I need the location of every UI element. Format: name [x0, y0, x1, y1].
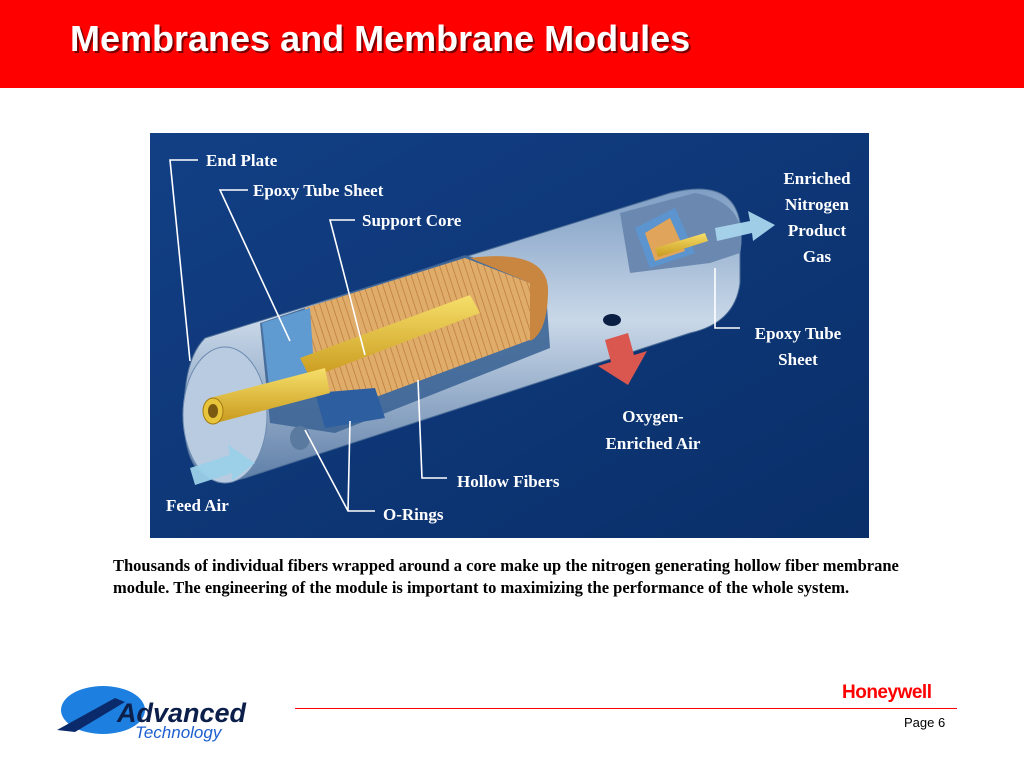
- logo-line1: Advanced: [117, 698, 247, 728]
- logo-line2: Technology: [135, 723, 222, 742]
- membrane-module-diagram: [150, 133, 869, 538]
- slide-title: Membranes and Membrane Modules: [70, 18, 691, 59]
- label-hollow-fibers: Hollow Fibers: [457, 472, 560, 491]
- label-epoxy-right-line1: Epoxy Tube: [754, 324, 842, 343]
- honeywell-brand: Honeywell: [842, 682, 932, 703]
- label-feed-air: Feed Air: [166, 496, 229, 515]
- slide-caption: Thousands of individual fibers wrapped around a core make up the nitrogen generating hollow fiber membrane module. The engineering of the module is important to maximizing the performance of the whole system.: [113, 556, 899, 597]
- feed-port: [290, 426, 310, 450]
- footer-divider: [295, 708, 957, 709]
- label-enriched-line3: Product: [787, 221, 847, 240]
- label-enriched-line2: Nitrogen: [785, 195, 849, 214]
- title-bar: [0, 0, 1024, 88]
- label-support-core: Support Core: [362, 211, 462, 230]
- label-oxygen-line2: Enriched Air: [605, 434, 701, 453]
- advanced-technology-logo: [55, 680, 295, 746]
- label-oxygen-line1: Oxygen-: [622, 407, 684, 426]
- oxygen-port: [603, 314, 621, 326]
- label-end-plate: End Plate: [206, 151, 278, 170]
- label-epoxy-tube-sheet-left: Epoxy Tube Sheet: [253, 181, 384, 200]
- label-epoxy-right-line2: Sheet: [778, 350, 818, 369]
- label-o-rings: O-Rings: [383, 505, 444, 524]
- label-enriched-line4: Gas: [802, 247, 832, 266]
- page-number: Page 6: [904, 715, 946, 730]
- label-enriched-line1: Enriched: [783, 169, 851, 188]
